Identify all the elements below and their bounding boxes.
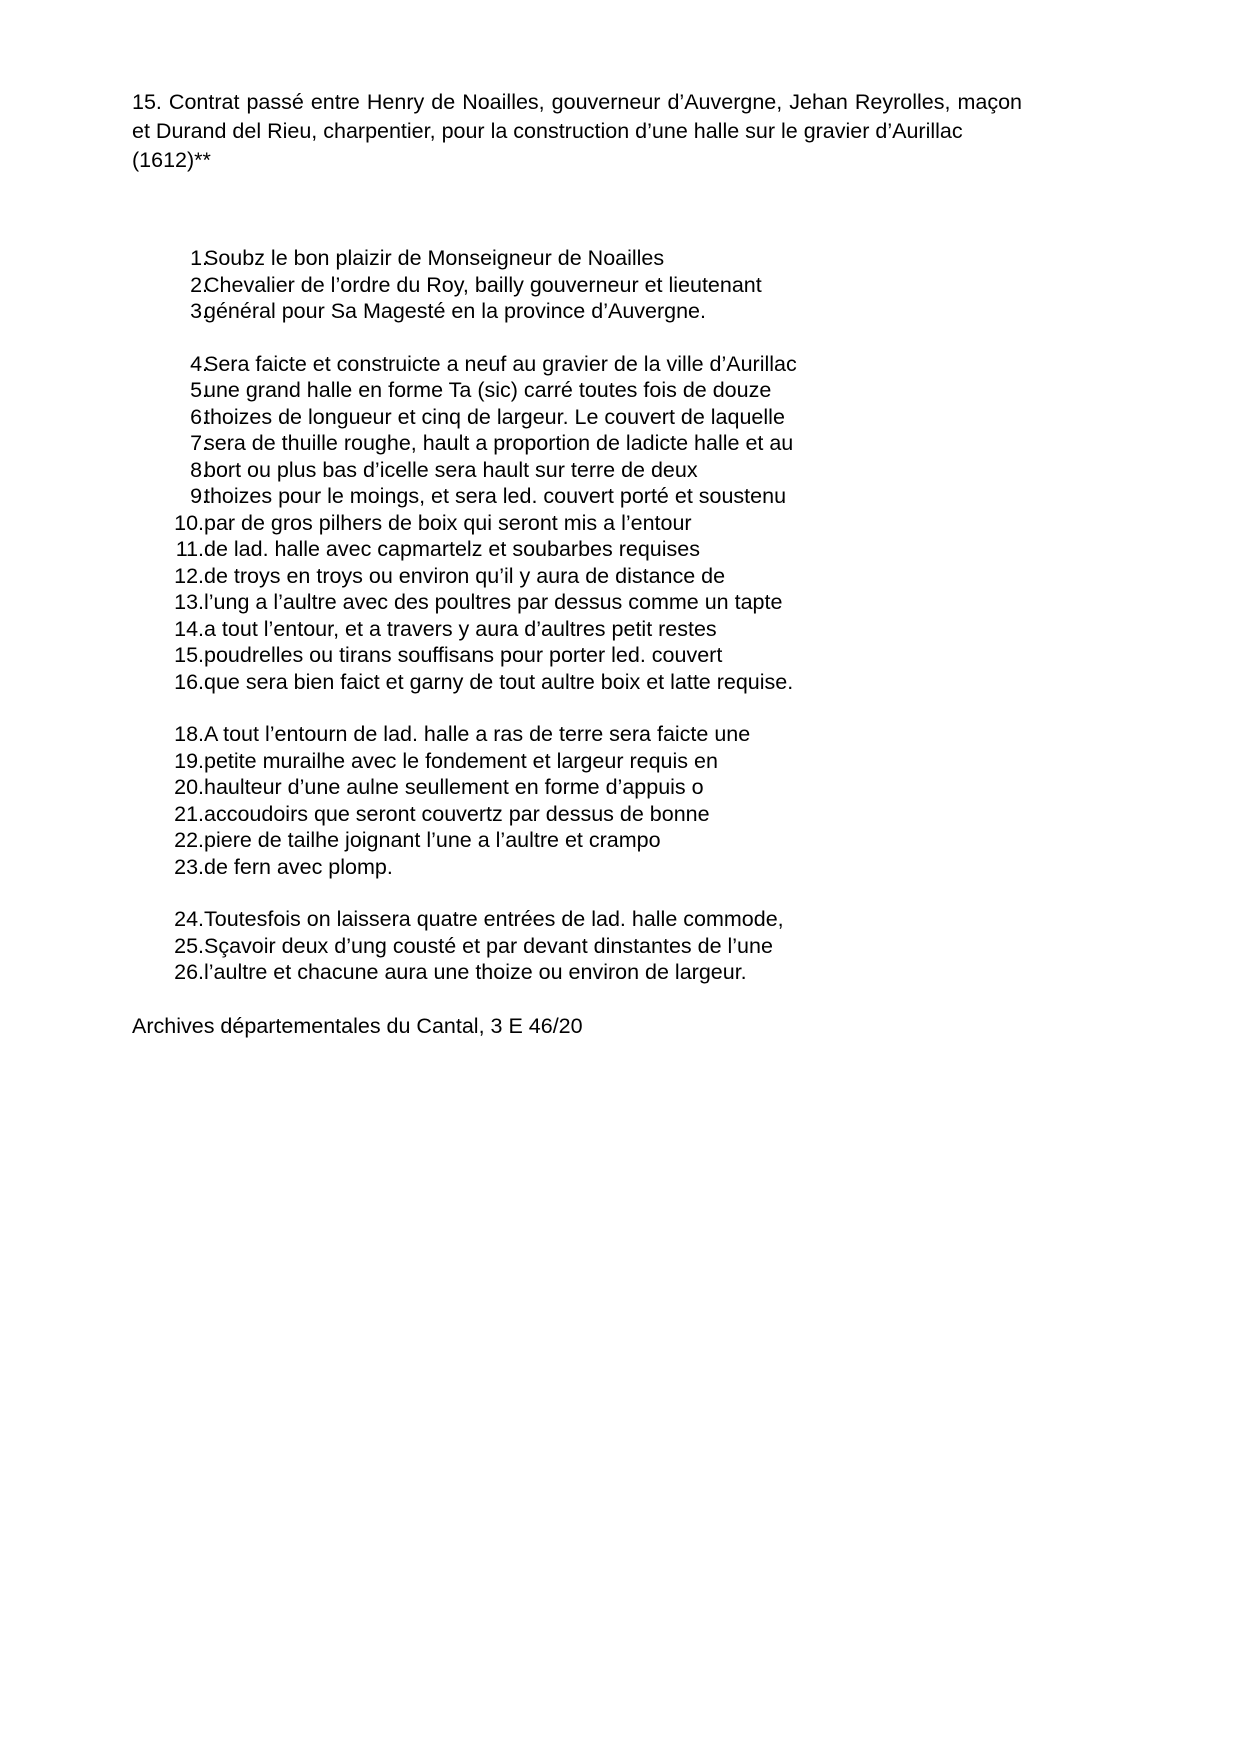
list-item-text: thoizes de longueur et cinq de largeur. Le couvert de laquelle — [204, 404, 785, 429]
list-item-number: 12. — [174, 563, 204, 588]
list-item-number: 26. — [174, 960, 204, 984]
list-item-text: que sera bien faict et garny de tout aultre boix et latte requise. — [204, 669, 794, 694]
list-item — [132, 272, 1107, 299]
list-item-text: petite murailhe avec le fondement et largeur requis en — [204, 748, 718, 773]
list-item — [132, 642, 1107, 669]
list-item-text: bort ou plus bas d’icelle sera hault sur terre de deux — [204, 457, 698, 482]
list-item-number: 20. — [174, 775, 204, 799]
list-item-number: 8. — [190, 457, 208, 482]
list-item-text: a tout l’entour, et a travers y aura d’aultres petit restes — [204, 616, 717, 641]
list-item — [132, 377, 1107, 404]
list-item — [132, 245, 1107, 272]
page-title — [132, 88, 1022, 175]
list-item-number: 24. — [174, 907, 204, 931]
list-item-number: 16. — [174, 669, 204, 694]
archive-reference: Archives départementales du Cantal, 3 E 46/20 — [132, 1013, 583, 1038]
list-item-number: 11. — [175, 537, 204, 561]
list-item — [132, 906, 1107, 933]
list-item — [132, 404, 1107, 431]
list-item-number: 9. — [190, 484, 208, 508]
list-item-number: 5. — [190, 378, 208, 402]
title-line-3: (1612)** — [132, 148, 211, 172]
title-spacer — [132, 175, 1107, 245]
list-item-text: Sera faicte et construicte a neuf au gravier de la ville d’Aurillac — [204, 351, 797, 376]
list-item-text: de fern avec plomp. — [204, 854, 393, 879]
list-item — [132, 933, 1107, 960]
list-item — [132, 748, 1107, 775]
list-item-text: piere de tailhe joignant l’une a l’aultre et crampo — [204, 828, 661, 852]
list-item — [132, 351, 1107, 378]
list-item — [132, 801, 1107, 828]
archive-spacer — [132, 986, 1107, 1012]
list-item — [132, 854, 1107, 881]
list-item-text: A tout l’entourn de lad. halle a ras de terre sera faicte une — [204, 722, 751, 746]
title-line-2: Durand del Rieu, charpentier, pour la construction d’une halle sur le gravier d’Aurillac — [155, 119, 963, 143]
list-item — [132, 721, 1107, 748]
list-item-number: 4. — [190, 351, 208, 376]
list-item-text: sera de thuille roughe, hault a proportion de ladicte halle et au — [204, 431, 794, 455]
list-item — [132, 510, 1107, 537]
list-item — [132, 298, 1107, 325]
list-item-text: Soubz le bon plaizir de Monseigneur de Noailles — [204, 246, 665, 270]
list-item-text: de troys en troys ou environ qu’il y aura de distance de — [204, 563, 726, 588]
list-item-text: haulteur d’une aulne seullement en forme d’appuis o — [204, 775, 704, 799]
list-item — [132, 616, 1107, 643]
list-item-number: 18. — [174, 722, 204, 746]
list-item-text: thoizes pour le moings, et sera led. couvert porté et soustenu — [204, 484, 787, 508]
list-item-text: Chevalier de l’ordre du Roy, bailly gouverneur et lieutenant — [204, 272, 762, 297]
list-item — [132, 827, 1107, 854]
list-item — [132, 563, 1107, 590]
list-item-number: 23. — [174, 854, 204, 879]
list-item — [132, 536, 1107, 563]
list-item-number: 1. — [190, 246, 208, 270]
list-item-number: 7. — [190, 431, 208, 455]
list-item — [132, 959, 1107, 986]
clause-group-1 — [132, 245, 1107, 325]
list-item-number: 21. — [174, 801, 204, 826]
list-item-text: Sçavoir deux d’ung cousté et par devant dinstantes de l’une — [204, 933, 773, 958]
list-item-number: 10. — [174, 510, 204, 535]
list-item — [132, 774, 1107, 801]
list-item-text: l’ung a l’aultre avec des poultres par dessus comme un tapte — [204, 590, 783, 614]
group-spacer — [132, 325, 1107, 351]
list-item — [132, 589, 1107, 616]
list-item-text: de lad. halle avec capmartelz et soubarbes requises — [204, 537, 700, 561]
list-item-text: Toutesfois on laissera quatre entrées de lad. halle commode, — [204, 907, 784, 931]
clause-group-2 — [132, 351, 1107, 696]
list-item-number: 22. — [174, 828, 204, 852]
list-item-text: accoudoirs que seront couvertz par dessus de bonne — [204, 801, 710, 826]
list-item-number: 14. — [174, 616, 204, 641]
list-item-text: l’aultre et chacune aura une thoize ou environ de largeur. — [204, 960, 747, 984]
list-item-text: général pour Sa Magesté en la province d’Auvergne. — [204, 299, 706, 323]
list-item-number: 3. — [190, 299, 208, 323]
list-item-number: 6. — [190, 404, 208, 429]
list-item — [132, 483, 1107, 510]
list-item — [132, 669, 1107, 696]
list-item-number: 25. — [174, 933, 204, 958]
list-item-text: poudrelles ou tirans souffisans pour porter led. couvert — [204, 643, 723, 667]
group-spacer — [132, 695, 1107, 721]
list-item — [132, 457, 1107, 484]
list-item-number: 13. — [174, 590, 204, 614]
list-item-number: 15. — [174, 643, 204, 667]
clause-group-4 — [132, 906, 1107, 986]
clause-group-3 — [132, 721, 1107, 880]
list-item — [132, 430, 1107, 457]
list-item-number: 2. — [190, 272, 208, 297]
title-line-1: 15. Contrat passé entre Henry de Noailles, gouverneur d’Auvergne, Jehan Reyrolles, maçon et — [132, 90, 1022, 143]
group-spacer — [132, 880, 1107, 906]
list-item-number: 19. — [174, 748, 204, 773]
list-item-text: par de gros pilhers de boix qui seront mis a l’entour — [204, 510, 692, 535]
list-item-text: une grand halle en forme Ta (sic) carré toutes fois de douze — [204, 378, 772, 402]
